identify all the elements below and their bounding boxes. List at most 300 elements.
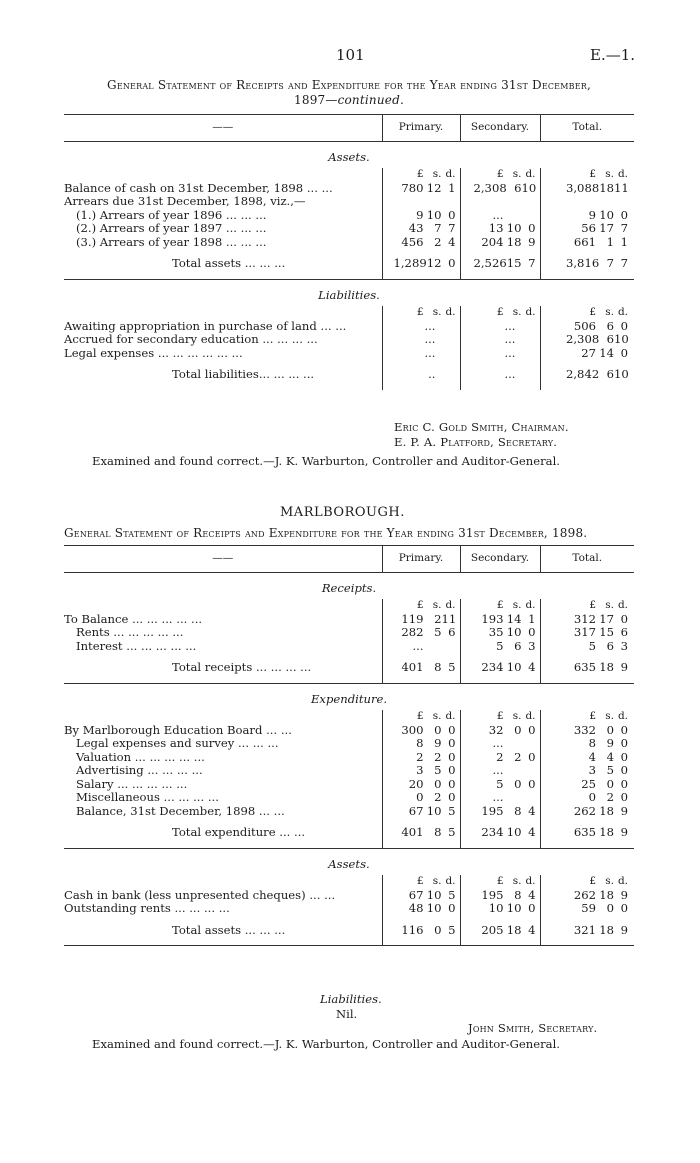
amount-pounds: 635 [573, 825, 596, 839]
unit-pence: d. [525, 710, 536, 722]
table-row [64, 640, 634, 654]
leader-dots: ... ... ... [273, 367, 315, 381]
amount-shillings: 10 [426, 902, 442, 915]
table-row [64, 320, 634, 334]
amount-placeholder: ... [424, 346, 436, 360]
amount-pence: 10 [521, 181, 537, 195]
amount-pounds: 195 [481, 804, 504, 818]
amount-cell [460, 902, 540, 916]
amount-pence: 0 [620, 319, 628, 333]
amount-pounds: 10 [488, 902, 504, 915]
amount-shillings: 18 [506, 235, 522, 249]
amount-pence: 0 [448, 791, 456, 804]
leader-dots: ... ... [266, 723, 292, 737]
amount-cell [540, 902, 634, 916]
row-label [64, 791, 382, 805]
amount-pounds: 234 [481, 825, 504, 839]
amount-pence: 5 [448, 922, 456, 937]
amount-pounds: 3 [588, 764, 596, 777]
amount-pence: 7 [620, 222, 628, 235]
amount-pence: 0 [620, 208, 628, 222]
amount-cell [460, 764, 540, 778]
amount-shillings: 12 [426, 256, 442, 270]
units-cell [382, 306, 460, 320]
amount-cell [460, 347, 540, 361]
row-label [64, 209, 382, 223]
amount-cell [540, 751, 634, 765]
amount-cell [382, 751, 460, 765]
amount-cell [460, 791, 540, 805]
amount-cell [540, 791, 634, 805]
table-row [64, 737, 634, 751]
amount-pence: 0 [528, 777, 536, 791]
amount-cell [540, 724, 634, 738]
row-label-text: Rents [76, 626, 110, 639]
table-row [64, 805, 634, 819]
amount-shillings: 5 [434, 626, 442, 639]
table1-title [64, 78, 634, 108]
amount-cell [382, 737, 460, 751]
column-header-row [64, 115, 634, 142]
unit-shillings: s. [432, 168, 442, 180]
amount-pence: 5 [448, 825, 456, 839]
amount-shillings: 0 [514, 723, 522, 737]
amount-shillings: 2 [606, 791, 614, 804]
amount-cell [382, 902, 460, 916]
unit-pounds: £ [589, 710, 596, 722]
amount-pounds: 262 [573, 888, 596, 902]
amount-pounds: 5 [496, 777, 504, 791]
amount-pounds: ... [492, 208, 504, 222]
amount-pounds: 67 [408, 804, 424, 818]
amount-cell [460, 613, 540, 627]
row-label-text: Legal expenses and survey [76, 737, 235, 750]
units-row [64, 875, 634, 889]
amount-shillings: 6 [606, 333, 614, 346]
table-row [64, 751, 634, 765]
amount-pence: 11 [441, 612, 457, 626]
amount-pounds: 401 [401, 660, 424, 674]
unit-shillings: s. [512, 168, 522, 180]
amount-shillings: 0 [514, 777, 522, 791]
row-label [64, 360, 382, 390]
amount-shillings: 7 [606, 256, 614, 270]
amount-placeholder: ... [504, 346, 516, 360]
units-cell [460, 306, 540, 320]
amount-pence: 6 [620, 626, 628, 639]
amount-cell [382, 791, 460, 805]
leader-dots: ... ... ... [244, 922, 286, 937]
amount-pence: 0 [620, 764, 628, 777]
row-label [64, 916, 382, 946]
amount-cell [382, 889, 460, 903]
col-header-total: Total. [540, 115, 634, 142]
amount-shillings: 8 [434, 825, 442, 839]
amount-shillings: 10 [506, 222, 522, 235]
unit-shillings: s. [605, 306, 614, 318]
leader-dots: ... ... ... [225, 235, 267, 249]
table-row [64, 333, 634, 347]
col-header-primary: Primary. [382, 115, 460, 142]
leader-dots: ... ... [306, 181, 333, 195]
amount-pence: 0 [528, 626, 536, 639]
amount-cell [540, 626, 634, 640]
row-label-text: Salary [76, 777, 114, 791]
table-row [64, 791, 634, 805]
amount-cell [382, 916, 460, 946]
amount-cell [540, 182, 634, 196]
table1-title-line1: General Statement of Receipts and Expenditure for the Year ending 31st December, [107, 78, 591, 92]
amount-pence: 0 [620, 723, 628, 737]
amount-shillings: 15 [599, 626, 614, 639]
amount-pounds: 48 [408, 902, 424, 915]
unit-pence: d. [617, 306, 628, 318]
amount-pounds: 635 [573, 660, 596, 674]
amount-pounds: 32 [488, 723, 504, 737]
unit-pence: d. [525, 599, 536, 611]
amount-pounds: 780 [401, 181, 424, 195]
amount-cell [540, 818, 634, 848]
amount-pounds: 59 [581, 902, 596, 915]
total-row [64, 916, 634, 946]
amount-cell [382, 333, 460, 347]
row-label [64, 764, 382, 778]
amount-cell [382, 182, 460, 196]
units-cell [540, 875, 634, 889]
amount-shillings: 2 [434, 791, 442, 804]
amount-shillings: 14 [599, 346, 614, 360]
amount-pence: 4 [448, 235, 456, 249]
table1-title-continued: continued. [337, 93, 404, 107]
amount-pounds: 3,816 [566, 256, 600, 270]
row-label-text: Balance, 31st December, 1898 [76, 804, 256, 818]
leader-dots: ... ... [258, 804, 285, 818]
leader-dots: ... ... ... [270, 660, 312, 674]
unit-shillings: s. [432, 875, 442, 887]
row-label [64, 751, 382, 765]
amount-cell [460, 737, 540, 751]
amount-shillings: 12 [426, 181, 442, 195]
unit-shillings: s. [432, 710, 442, 722]
amount-cell [540, 805, 634, 819]
amount-cell [460, 805, 540, 819]
unit-shillings: s. [605, 875, 614, 887]
amount-shillings: 6 [606, 367, 614, 381]
amount-pounds: 3 [416, 764, 424, 777]
amount-cell [540, 640, 634, 654]
units-cell [382, 710, 460, 724]
row-label [64, 347, 382, 361]
amount-shillings: 8 [514, 804, 522, 818]
amount-pence: 1 [448, 181, 456, 195]
amount-pence: 9 [528, 235, 536, 249]
amount-pence: 0 [620, 346, 628, 360]
row-label [64, 737, 382, 751]
unit-pounds: £ [496, 875, 504, 887]
amount-cell [382, 653, 460, 683]
amount-pence: 0 [528, 902, 536, 915]
amount-cell [460, 778, 540, 792]
amount-cell [460, 236, 540, 250]
amount-shillings: 10 [506, 902, 522, 915]
amount-pence: 0 [448, 902, 456, 915]
amount-shillings: 18 [599, 888, 614, 902]
amount-pounds: 56 [581, 222, 596, 235]
amount-pounds: 317 [573, 626, 596, 639]
units-cell [382, 168, 460, 182]
amount-cell [382, 613, 460, 627]
col-header-secondary: Secondary. [460, 546, 540, 573]
amount-pence: 1 [528, 612, 536, 626]
total-row [64, 653, 634, 683]
amount-pence: 6 [448, 626, 456, 639]
leader-dots: ... ... ... [225, 208, 267, 222]
table2-title: General Statement of Receipts and Expenditure for the Year ending 31st December, 1898. [64, 526, 588, 540]
table1-title-year: 1897— [294, 93, 338, 107]
row-label [64, 805, 382, 819]
leader-dots: ... ... ... [237, 737, 279, 750]
amount-cell [382, 249, 460, 279]
amount-pounds: 205 [481, 922, 504, 937]
amount-pence: 5 [448, 660, 456, 674]
amount-pence: 0 [620, 737, 628, 750]
amount-pounds: 8 [588, 737, 596, 750]
amount-cell [382, 778, 460, 792]
amount-shillings: 10 [426, 804, 442, 818]
unit-pounds: £ [416, 710, 424, 722]
amount-cell [460, 889, 540, 903]
amount-pounds: 3,088 [566, 181, 600, 195]
row-label-text: Interest [76, 639, 123, 653]
signature-secretary: E. P. A. Platford, Secretary. [394, 435, 558, 449]
row-label [64, 626, 382, 640]
amount-cell [460, 249, 540, 279]
amount-pounds: 2,308 [473, 181, 507, 195]
leader-dots: ... ... ... ... ... [117, 777, 188, 791]
unit-shillings: s. [605, 710, 614, 722]
amount-cell [460, 751, 540, 765]
liabilities-heading: Liabilities. [318, 287, 380, 302]
amount-pence: 7 [528, 256, 536, 270]
row-label [64, 613, 382, 627]
amount-placeholder: ... [504, 333, 516, 346]
amount-cell [540, 737, 634, 751]
units-cell [540, 599, 634, 613]
col-header-secondary: Secondary. [460, 115, 540, 142]
amount-pence: 4 [528, 825, 536, 839]
units-cell [460, 875, 540, 889]
col-header-blank: —— [64, 115, 382, 142]
unit-pounds: £ [589, 306, 596, 318]
amount-cell [540, 209, 634, 223]
row-label [64, 818, 382, 848]
table-row [64, 222, 634, 236]
unit-shillings: s. [512, 710, 522, 722]
total-row [64, 818, 634, 848]
leader-dots: ... ... ... ... [163, 791, 219, 804]
amount-cell [460, 182, 540, 196]
table-row [64, 209, 634, 223]
amount-pounds: 116 [401, 922, 424, 937]
row-label [64, 195, 382, 209]
table-row [64, 626, 634, 640]
amount-pounds: 312 [573, 612, 596, 626]
amount-pounds: 5 [588, 639, 596, 653]
unit-pence: d. [445, 599, 456, 611]
amount-shillings: 2 [434, 612, 442, 626]
units-cell [460, 710, 540, 724]
row-label-text: (3.) Arrears of year 1898 [76, 235, 223, 249]
unit-pence: d. [525, 168, 536, 180]
row-label-text: To Balance [64, 612, 129, 626]
amount-cell [540, 236, 634, 250]
amount-pence: 0 [528, 222, 536, 235]
table-row [64, 195, 634, 209]
amount-pence: 10 [614, 367, 629, 381]
row-label [64, 222, 382, 236]
row-label-text: Accrued for secondary education ... [64, 333, 274, 346]
row-label-text: Total receipts ... [172, 660, 268, 674]
liabilities-heading-row [64, 279, 634, 306]
leader-dots: ... ... ... [225, 222, 267, 235]
amount-cell [460, 320, 540, 334]
units-cell [382, 875, 460, 889]
amount-cell [460, 195, 540, 209]
amount-placeholder: ... [504, 319, 516, 333]
amount-pence: 4 [528, 888, 536, 902]
amount-pence: 5 [448, 888, 456, 902]
amount-cell [540, 320, 634, 334]
table-row [64, 724, 634, 738]
expenditure-heading: Expenditure. [310, 691, 388, 706]
amount-pence: 0 [528, 750, 536, 764]
examined-note-1: Examined and found correct.—J. K. Warburton, Controller and Auditor-General. [92, 454, 560, 468]
row-label-text: By Marlborough Education Board [64, 723, 263, 737]
amount-placeholder: .. [428, 367, 436, 381]
amount-shillings: 18 [599, 181, 614, 195]
leader-dots: ... ... ... [244, 256, 286, 270]
amount-pounds: 282 [401, 626, 424, 639]
units-cell [540, 710, 634, 724]
unit-pounds: £ [416, 875, 424, 887]
amount-shillings: 6 [606, 639, 614, 653]
amount-cell [460, 360, 540, 390]
row-label-text: Total liabilities... [172, 367, 270, 381]
amount-pence: 9 [620, 922, 628, 937]
table-row [64, 889, 634, 903]
amount-cell [460, 333, 540, 347]
receipts-heading: Receipts. [321, 580, 377, 595]
amount-pounds: 1,289 [393, 256, 427, 270]
amount-pence: 9 [620, 660, 628, 674]
page-number: 101 [336, 46, 365, 64]
amount-shillings: 6 [514, 181, 522, 195]
amount-cell [540, 249, 634, 279]
unit-pence: d. [617, 599, 628, 611]
amount-cell [460, 653, 540, 683]
row-label-text: Total expenditure [172, 825, 276, 839]
amount-pounds: 25 [581, 777, 596, 791]
liabilities-nil: Nil. [336, 1007, 358, 1021]
amount-shillings: 0 [606, 723, 614, 737]
row-label-text: Outstanding rents [64, 902, 171, 915]
unit-pence: d. [525, 306, 536, 318]
amount-cell [540, 347, 634, 361]
amount-pounds: 456 [401, 235, 424, 249]
amount-cell [540, 653, 634, 683]
amount-pence: 3 [528, 639, 536, 653]
units-row [64, 306, 634, 320]
signature-secretary-2: John Smith, Secretary. [468, 1021, 598, 1035]
amount-cell [540, 916, 634, 946]
amount-cell [382, 626, 460, 640]
amount-shillings: 5 [434, 764, 442, 777]
table-row [64, 236, 634, 250]
row-label-text: Total assets [172, 256, 242, 270]
amount-cell [460, 209, 540, 223]
amount-pence: 0 [448, 737, 456, 750]
amount-cell [540, 195, 634, 209]
amount-shillings: 17 [599, 612, 614, 626]
assets-heading-2: Assets. [328, 856, 370, 871]
row-label [64, 724, 382, 738]
amount-pence: 4 [528, 804, 536, 818]
amount-cell [460, 724, 540, 738]
amount-pounds: 321 [573, 922, 596, 937]
total-row [64, 360, 634, 390]
units-row [64, 168, 634, 182]
amount-pence: 0 [448, 723, 456, 737]
amount-pounds: ... [492, 737, 504, 750]
amount-pence: 0 [620, 750, 628, 764]
amount-cell [540, 613, 634, 627]
amount-cell [540, 333, 634, 347]
row-label [64, 236, 382, 250]
amount-pence: 0 [620, 777, 628, 791]
amount-cell [460, 818, 540, 848]
amount-pence: 4 [528, 660, 536, 674]
unit-shillings: s. [512, 875, 522, 887]
amount-pence: 3 [620, 639, 628, 653]
col-header-total: Total. [540, 546, 634, 573]
assets-heading-row [64, 141, 634, 168]
total-row [64, 249, 634, 279]
amount-pence: 0 [620, 791, 628, 804]
unit-shillings: s. [605, 168, 614, 180]
amount-cell [382, 222, 460, 236]
amount-pounds: 9 [588, 208, 596, 222]
amount-cell [540, 778, 634, 792]
amount-pence: 0 [620, 612, 628, 626]
amount-pounds: 43 [408, 222, 424, 235]
units-cell [540, 168, 634, 182]
amount-cell [540, 360, 634, 390]
amount-pounds: 0 [588, 791, 596, 804]
units-row [64, 710, 634, 724]
amount-pence: 10 [614, 333, 629, 346]
unit-shillings: s. [432, 599, 442, 611]
amount-shillings: 8 [514, 888, 522, 902]
amount-pence: 7 [448, 222, 456, 235]
leader-dots: ... ... ... ... [174, 902, 230, 915]
row-label-text: Balance of cash on 31st December, 1898 [64, 181, 304, 195]
amount-shillings: 10 [599, 208, 614, 222]
table1 [64, 114, 634, 390]
amount-pounds: 262 [573, 804, 596, 818]
amount-pounds: 234 [481, 660, 504, 674]
unit-pence: d. [525, 875, 536, 887]
column-header-row [64, 546, 634, 573]
